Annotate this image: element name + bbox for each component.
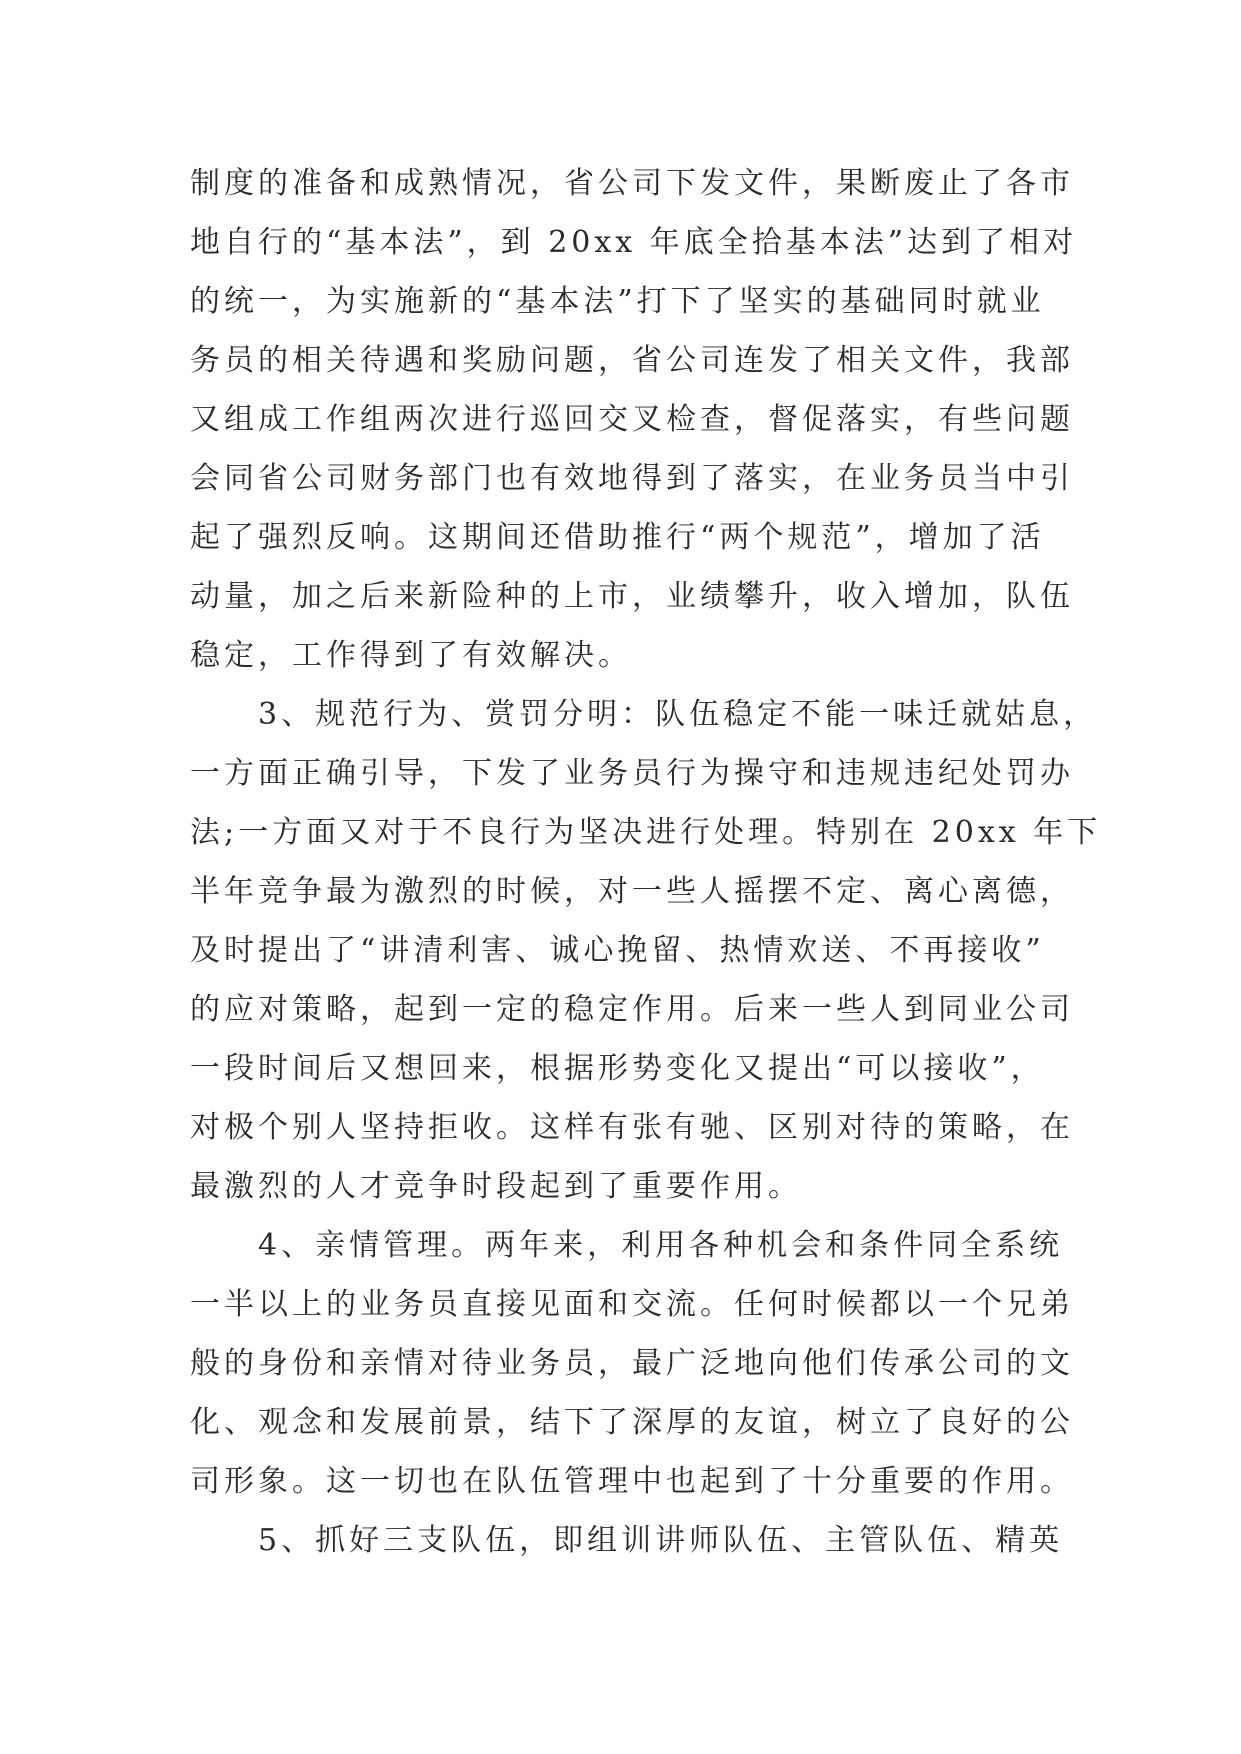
text-line: 动量，加之后来新险种的上市，业绩攀升，收入增加，队伍 [190,579,1074,614]
text-line: 制度的准备和成熟情况，省公司下发文件，果断废止了各市 [190,166,1074,201]
text-line: 务员的相关待遇和奖励问题，省公司连发了相关文件，我部 [190,343,1074,378]
body-text [190,154,1102,1570]
text-line: 般的身份和亲情对待业务员，最广泛地向他们传承公司的文 [190,1346,1074,1381]
text-line: 半年竞争最为激烈的时候，对一些人摇摆不定、离心离德， [190,874,1074,909]
text-line: 及时提出了“讲清利害、诚心挽留、热情欢送、不再接收” [190,933,1045,968]
text-line: 一段时间后又想回来，根据形势变化又提出“可以接收”， [190,1051,1045,1086]
text-line: 又组成工作组两次进行巡回交叉检查，督促落实，有些问题 [190,402,1074,437]
paragraph-start-line: 3、规范行为、赏罚分明：队伍稳定不能一味迁就姑息， [258,697,1098,732]
text-line: 起了强烈反响。这期间还借助推行“两个规范”，增加了活 [190,520,1045,555]
paragraph-start-line: 4、亲情管理。两年来，利用各种机会和条件同全系统 [258,1228,1064,1263]
text-line: 司形象。这一切也在队伍管理中也起到了十分重要的作用。 [190,1464,1074,1499]
text-line: 地自行的“基本法”，到 20xx 年底全拾基本法”达到了相对 [190,225,1078,260]
text-line: 会同省公司财务部门也有效地得到了落实，在业务员当中引 [190,461,1074,496]
paragraph-start-line: 5、抓好三支队伍，即组训讲师队伍、主管队伍、精英 [258,1523,1064,1558]
text-line: 一方面正确引导，下发了业务员行为操守和违规违纪处罚办 [190,756,1074,791]
text-line: 化、观念和发展前景，结下了深厚的友谊，树立了良好的公 [190,1405,1074,1440]
text-line: 最激烈的人才竞争时段起到了重要作用。 [190,1169,802,1204]
text-line: 的应对策略，起到一定的稳定作用。后来一些人到同业公司 [190,992,1074,1027]
text-line: 稳定，工作得到了有效解决。 [190,638,632,673]
text-line: 法;一方面又对于不良行为坚决进行处理。特别在 20xx 年下 [190,815,1102,850]
text-line: 的统一，为实施新的“基本法”打下了坚实的基础同时就业 [190,284,1045,319]
text-line: 对极个别人坚持拒收。这样有张有驰、区别对待的策略，在 [190,1110,1074,1145]
text-line: 一半以上的业务员直接见面和交流。任何时候都以一个兄弟 [190,1287,1074,1322]
